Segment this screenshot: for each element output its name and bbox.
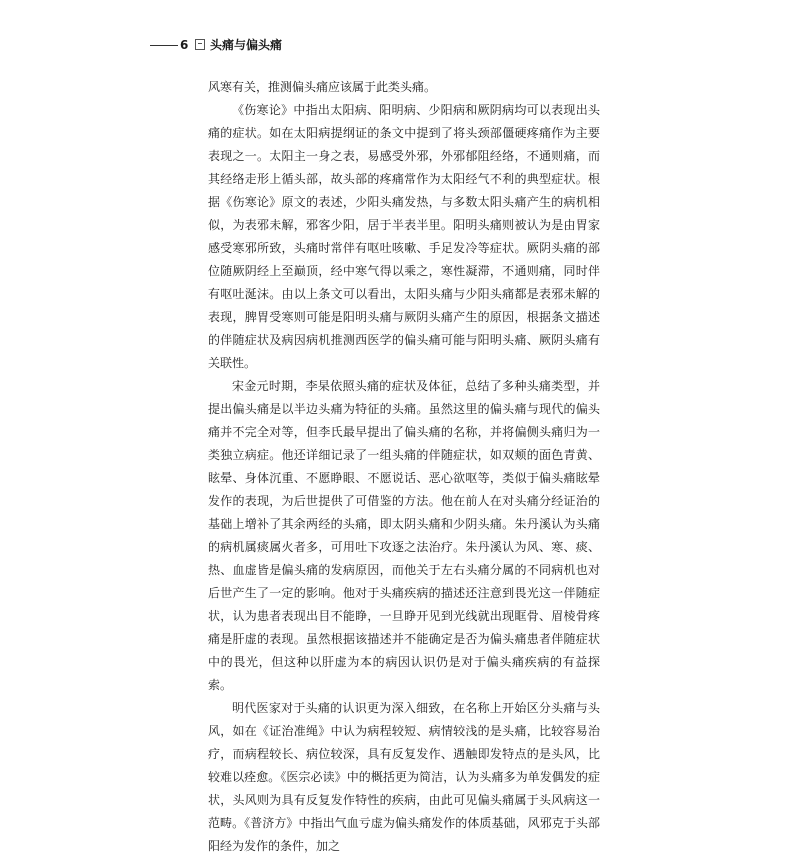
paragraph-shanghanlun: 《伤寒论》中指出太阳病、阳明病、少阳病和厥阴病均可以表现出头痛的症状。如在太阳病提纲证的条文中提到了将头颈部僵硬疼痛作为主要表现之一。太阳主一身之表，易感受外邪，外邪郁阻经络，不通则痛，而其经络走形上循头部，故头部的疼痛常作为太阳经气不利的典型症状。根据《伤寒论》原文的表述，少阳头痛发热，与多数太阳头痛产生的病机相似，为表邪未解，邪客少阳，居于半表半里。阳明头痛则被认为是由胃家感受寒邪所致，头痛时常伴有呕吐咳嗽、手足发冷等症状。厥阴头痛的部位随厥阴经上至巅顶，经中寒气得以乘之，寒性凝滞，不通则痛，同时伴有呕吐涎沫。由以上条文可以看出，太阳头痛与少阳头痛都是表邪未解的表现，脾胃受寒则可能是阳明头痛与厥阴头痛产生的原因，根据条文描述的伴随症状及病因病机推测西医学的偏头痛可能与阳明头痛、厥阴头痛有关联性。 (208, 103, 600, 370)
paragraph-continuation: 风寒有关，推测偏头痛应该属于此类头痛。 (208, 80, 437, 94)
header-rule (150, 45, 178, 46)
page-number: 6 (180, 38, 189, 52)
page-header (150, 36, 660, 54)
page-marker-icon (195, 39, 205, 50)
body-text (208, 76, 600, 858)
running-title: 头痛与偏头痛 (210, 38, 283, 52)
paragraph-song-jin-yuan: 宋金元时期，李杲依照头痛的症状及体征，总结了多种头痛类型，并提出偏头痛是以半边头痛为特征的头痛。虽然这里的偏头痛与现代的偏头痛并不完全对等，但李氏最早提出了偏头痛的名称，并将偏侧头痛归为一类独立病症。他还详细记录了一组头痛的伴随症状，如双颊的面色青黄、眩晕、身体沉重、不愿睁眼、不愿说话、恶心欲呕等，类似于偏头痛眩晕发作的表现，为后世提供了可借鉴的方法。他在前人在对头痛分经证治的基础上增补了其余两经的头痛，即太阴头痛和少阴头痛。朱丹溪认为头痛的病机属痰属火者多，可用吐下攻逐之法治疗。朱丹溪认为风、寒、痰、热、血虚皆是偏头痛的发病原因，而他关于左右头痛分属的不同病机也对后世产生了一定的影响。他对于头痛疾病的描述还注意到畏光这一伴随症状，认为患者表现出目不能睁，一旦睁开见到光线就出现眶骨、眉棱骨疼痛是肝虚的表现。虽然根据该描述并不能确定是否为偏头痛患者伴随症状中的畏光，但这种以肝虚为本的病因认识仍是对于偏头痛疾病的有益探索。 (208, 379, 600, 692)
paragraph-ming-dynasty: 明代医家对于头痛的认识更为深入细致，在名称上开始区分头痛与头风，如在《证治准绳》中认为病程较短、病情较浅的是头痛，比较容易治疗，而病程较长、病位较深，具有反复发作、遇触即发特点的是头风，比较难以痊愈。《医宗必读》中的概括更为简洁，认为头痛多为单发偶发的症状，头风则为具有反复发作特性的疾病，由此可见偏头痛属于头风病这一范畴。《普济方》中指出气血亏虚为偏头痛发作的体质基础，风邪克于头部阳经为发作的条件，加之 (208, 701, 600, 853)
